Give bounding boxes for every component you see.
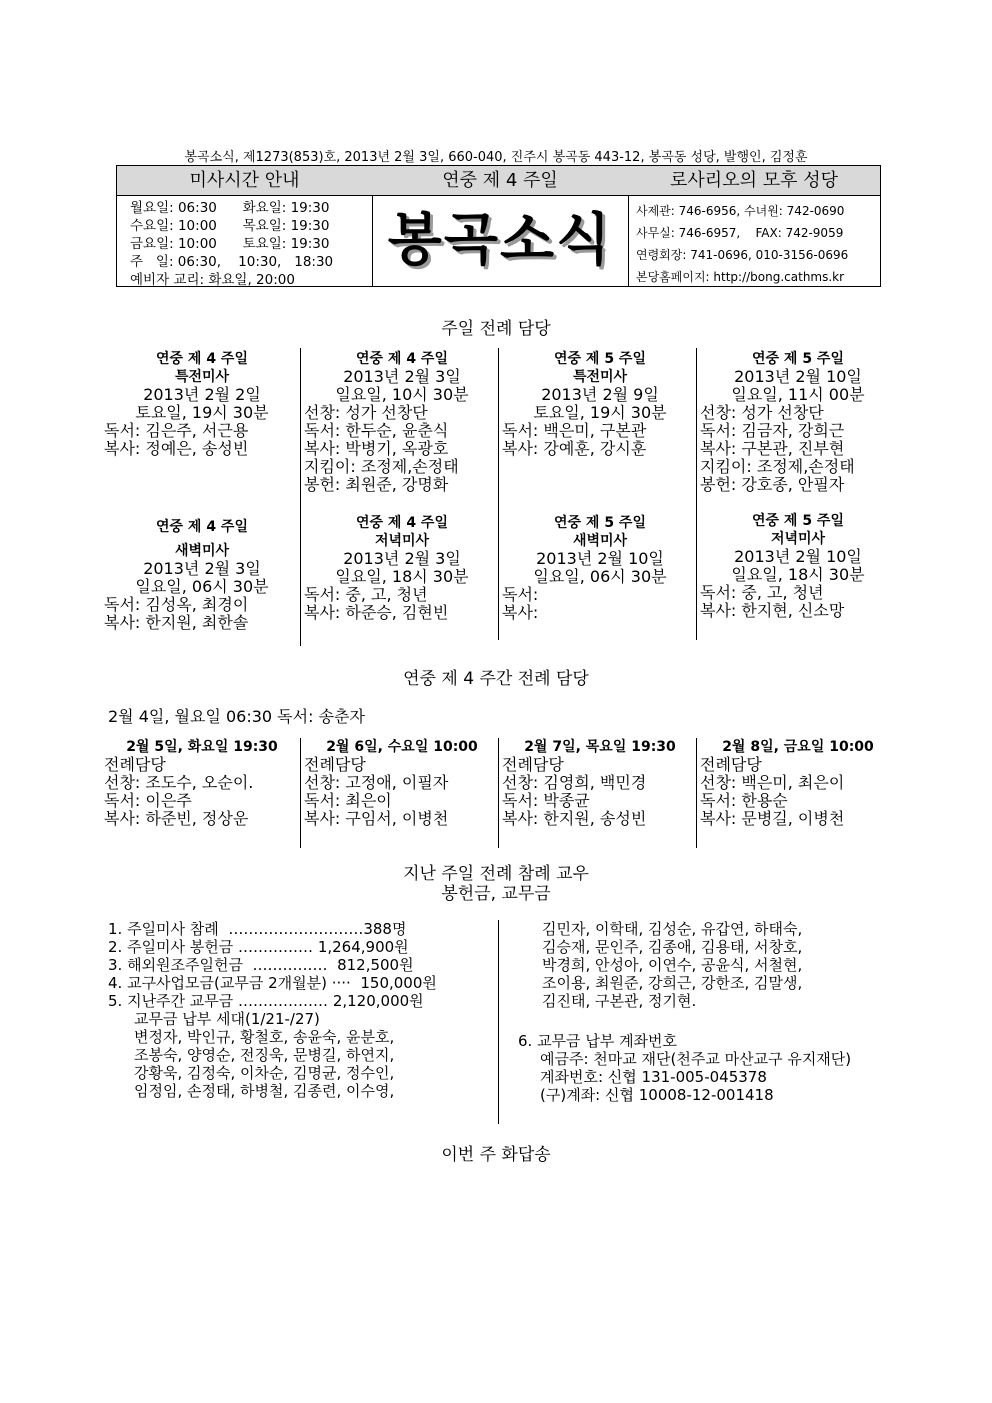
weekday-head: 2월 8일, 금요일 10:00 [722, 739, 874, 755]
weekday-line: 독서: 최은이 [304, 791, 392, 810]
offering-list [108, 920, 488, 1100]
card-time: 일요일, 18시 30분 [731, 565, 865, 584]
mass-time-line: 예비자 교리: 화요일, 20:00 [130, 272, 295, 288]
weekday-role: 전례담당 [502, 755, 564, 774]
card-time: 토요일, 19시 30분 [533, 403, 667, 422]
card-line: 지킴이: 조정제,손정태 [304, 457, 459, 476]
contact-line: 연령회장: 741-0696, 010-3156-0696 [636, 248, 849, 262]
weekday-line: 선창: 고정애, 이필자 [304, 773, 449, 792]
sunday-mass-card [700, 512, 896, 620]
contact-line: 본당홈페이지: http://bong.cathms.kr [636, 270, 845, 284]
sunday-mass-card [700, 350, 896, 494]
sunday-mass-card [502, 350, 698, 458]
card-time: 일요일, 06시 30분 [135, 577, 269, 596]
newsletter-logo: 봉곡소식 [387, 207, 613, 273]
week-title: 연중 제 4 주일 [372, 166, 628, 196]
account-line: 계좌번호: 신협 131-005-045378 [540, 1068, 767, 1086]
card-week: 연중 제 5 주일 [752, 513, 844, 529]
dues-names-line: 김진태, 구본관, 정기현. [542, 992, 697, 1010]
monday-line: 2월 4일, 월요일 06:30 독서: 송춘자 [108, 707, 365, 726]
mass-time-line: 수요일: 10:00 목요일: 19:30 [130, 218, 330, 234]
weekday-role: 전례담당 [304, 755, 366, 774]
mass-time-line: 금요일: 10:00 토요일: 19:30 [130, 236, 330, 252]
week-section [372, 166, 629, 286]
card-line: 독서: 중, 고, 청년 [304, 585, 428, 604]
dues-names-line: 강황욱, 김정숙, 이차순, 김명균, 정수인, [134, 1064, 395, 1082]
offering-item: 4. 교구사업모금(교무금 2개월분) ···· 150,000원 [108, 974, 437, 992]
card-time: 일요일, 10시 30분 [335, 385, 469, 404]
card-week: 연중 제 5 주일 [554, 515, 646, 531]
last-week-title [0, 864, 992, 904]
card-mass-type: 새벽미사 [572, 533, 628, 549]
sunday-liturgy-title: 주일 전례 담당 [441, 319, 551, 339]
weekday-line: 독서: 이은주 [104, 791, 192, 810]
card-line: 복사: 정예은, 송성빈 [104, 439, 249, 458]
header-box [116, 165, 881, 287]
account-line: (구)계좌: 신협 10008-12-001418 [540, 1086, 774, 1104]
card-line: 복사: [502, 603, 539, 622]
card-line: 복사: 강예훈, 강시훈 [502, 439, 647, 458]
card-time: 토요일, 19시 30분 [135, 403, 269, 422]
dues-names-line: 변정자, 박인규, 황철호, 송윤숙, 윤분호, [134, 1028, 395, 1046]
weekday-line: 복사: 구임서, 이병천 [304, 809, 449, 828]
dues-names-line: 김승재, 문인주, 김종애, 김용태, 서창호, [542, 938, 803, 956]
card-line: 복사: 한지원, 최한솔 [104, 613, 249, 632]
weekday-line: 독서: 박종균 [502, 791, 590, 810]
card-date: 2013년 2월 2일 [143, 385, 261, 404]
weekday-line: 선창: 조도수, 오순이. [104, 773, 254, 792]
last-week-title-line1: 지난 주일 전례 참례 교우 [403, 864, 589, 884]
card-line: 선창: 성가 선창단 [700, 403, 824, 422]
card-mass-type: 저녁미사 [374, 533, 430, 549]
contact-line: 사제관: 746-6956, 수녀원: 742-0690 [636, 204, 845, 218]
card-week: 연중 제 5 주일 [752, 351, 844, 367]
parish-title: 로사리오의 모후 성당 [628, 166, 880, 196]
card-time: 일요일, 18시 30분 [335, 567, 469, 586]
dues-names-line: 조이용, 최원준, 강희근, 강한조, 김말생, [542, 974, 803, 992]
weekday-line: 복사: 한지원, 송성빈 [502, 809, 647, 828]
weekday-role: 전례담당 [104, 755, 166, 774]
weekday-card [104, 738, 300, 828]
column-divider [300, 738, 301, 848]
weekday-liturgy-title: 연중 제 4 주간 전례 담당 [403, 669, 589, 689]
card-week: 연중 제 4 주일 [356, 515, 448, 531]
mass-schedule-title: 미사시간 안내 [117, 166, 372, 196]
offering-item: 3. 해외원조주일헌금 …………… 812,500원 [108, 956, 414, 974]
dues-names-line: 박경희, 안성아, 이연수, 공윤식, 서철현, [542, 956, 803, 974]
mass-time-line: 주 일: 06:30, 10:30, 18:30 [130, 254, 334, 270]
weekday-head: 2월 5일, 화요일 19:30 [126, 739, 278, 755]
offering-item: 1. 주일미사 참례 ………………………388명 [108, 920, 407, 938]
sunday-mass-card [104, 350, 300, 458]
dues-names-line: 조봉숙, 양영순, 전징욱, 문병길, 하연지, [134, 1046, 395, 1064]
account-line: 예금주: 천마교 재단(천주교 마산교구 유지재단) [540, 1050, 852, 1068]
sunday-mass-card [104, 518, 300, 632]
mass-times [117, 196, 372, 289]
weekday-head: 2월 6일, 수요일 10:00 [326, 739, 478, 755]
weekday-line: 복사: 하준빈, 정상운 [104, 809, 249, 828]
psalm-title: 이번 주 화답송 [441, 1145, 551, 1165]
card-line: 지킴이: 조정제,손정태 [700, 457, 855, 476]
contact-line: 사무실: 746-6957, FAX: 742-9059 [636, 226, 844, 240]
card-date: 2013년 2월 10일 [734, 367, 862, 386]
card-line: 독서: [502, 585, 539, 604]
account-title: 6. 교무금 납부 계좌번호 [518, 1032, 678, 1050]
card-week: 연중 제 5 주일 [554, 351, 646, 367]
card-line: 독서: 김성옥, 최경이 [104, 595, 249, 614]
sunday-mass-card [304, 350, 500, 494]
card-line: 복사: 구본관, 진부현 [700, 439, 845, 458]
offering-item: 2. 주일미사 봉헌금 …………… 1,264,900원 [108, 938, 409, 956]
weekday-role: 전례담당 [700, 755, 762, 774]
card-week: 연중 제 4 주일 [156, 519, 248, 535]
dues-names-line: 임정임, 손정태, 하병철, 김종련, 이수영, [134, 1082, 395, 1100]
card-line: 독서: 한두순, 윤춘식 [304, 421, 449, 440]
parish-section [628, 166, 880, 286]
card-line: 독서: 김금자, 강희근 [700, 421, 845, 440]
card-date: 2013년 2월 3일 [343, 367, 461, 386]
column-divider [498, 920, 499, 1124]
account-info [518, 1032, 958, 1104]
card-date: 2013년 2월 10일 [734, 547, 862, 566]
mass-schedule-section [117, 166, 373, 286]
column-divider [300, 348, 301, 646]
weekday-head: 2월 7일, 목요일 19:30 [524, 739, 676, 755]
card-time: 일요일, 06시 30분 [533, 567, 667, 586]
card-date: 2013년 2월 3일 [143, 559, 261, 578]
card-mass-type: 특전미사 [174, 369, 230, 385]
weekday-line: 선창: 백은미, 최은이 [700, 773, 845, 792]
last-week-title-line2: 봉헌금, 교무금 [441, 884, 551, 904]
sunday-mass-card [502, 514, 698, 622]
dues-names-line: 김민자, 이학태, 김성순, 유갑연, 하태숙, [542, 920, 803, 938]
card-line: 복사: 박병기, 옥광호 [304, 439, 449, 458]
weekday-card [502, 738, 698, 828]
publication-info: 봉곡소식, 제1273(853)호, 2013년 2월 3일, 660-040, 진주시 봉곡동 443-12, 봉곡동 성당, 발행인, 김정훈 [184, 150, 808, 165]
card-line: 봉헌: 강호종, 안필자 [700, 475, 845, 494]
card-line: 복사: 한지현, 신소망 [700, 601, 845, 620]
card-mass-type: 특전미사 [572, 369, 628, 385]
weekday-card [304, 738, 500, 828]
card-mass-type: 저녁미사 [770, 531, 826, 547]
card-date: 2013년 2월 9일 [541, 385, 659, 404]
card-week: 연중 제 4 주일 [156, 351, 248, 367]
weekday-line: 선창: 김영희, 백민경 [502, 773, 647, 792]
contacts [628, 196, 880, 288]
weekday-line: 복사: 문병길, 이병천 [700, 809, 845, 828]
card-line: 독서: 중, 고, 청년 [700, 583, 824, 602]
card-time: 일요일, 11시 00분 [731, 385, 865, 404]
weekday-line: 독서: 한용순 [700, 791, 788, 810]
mass-time-line: 월요일: 06:30 화요일: 19:30 [130, 200, 330, 216]
card-line: 복사: 하준승, 김현빈 [304, 603, 449, 622]
card-line: 독서: 김은주, 서근용 [104, 421, 249, 440]
dues-title: 교무금 납부 세대(1/21-/27) [134, 1010, 320, 1028]
sunday-mass-card [304, 514, 500, 622]
offering-item: 5. 지난주간 교무금 ……………… 2,120,000원 [108, 992, 424, 1010]
card-mass-type: 새벽미사 [174, 543, 230, 559]
card-date: 2013년 2월 3일 [343, 549, 461, 568]
card-week: 연중 제 4 주일 [356, 351, 448, 367]
card-line: 독서: 백은미, 구본관 [502, 421, 647, 440]
card-line: 봉헌: 최원준, 강명화 [304, 475, 449, 494]
weekday-card [700, 738, 896, 828]
dues-names-right [542, 920, 962, 1010]
card-line: 선창: 성가 선창단 [304, 403, 428, 422]
card-date: 2013년 2월 10일 [536, 549, 664, 568]
